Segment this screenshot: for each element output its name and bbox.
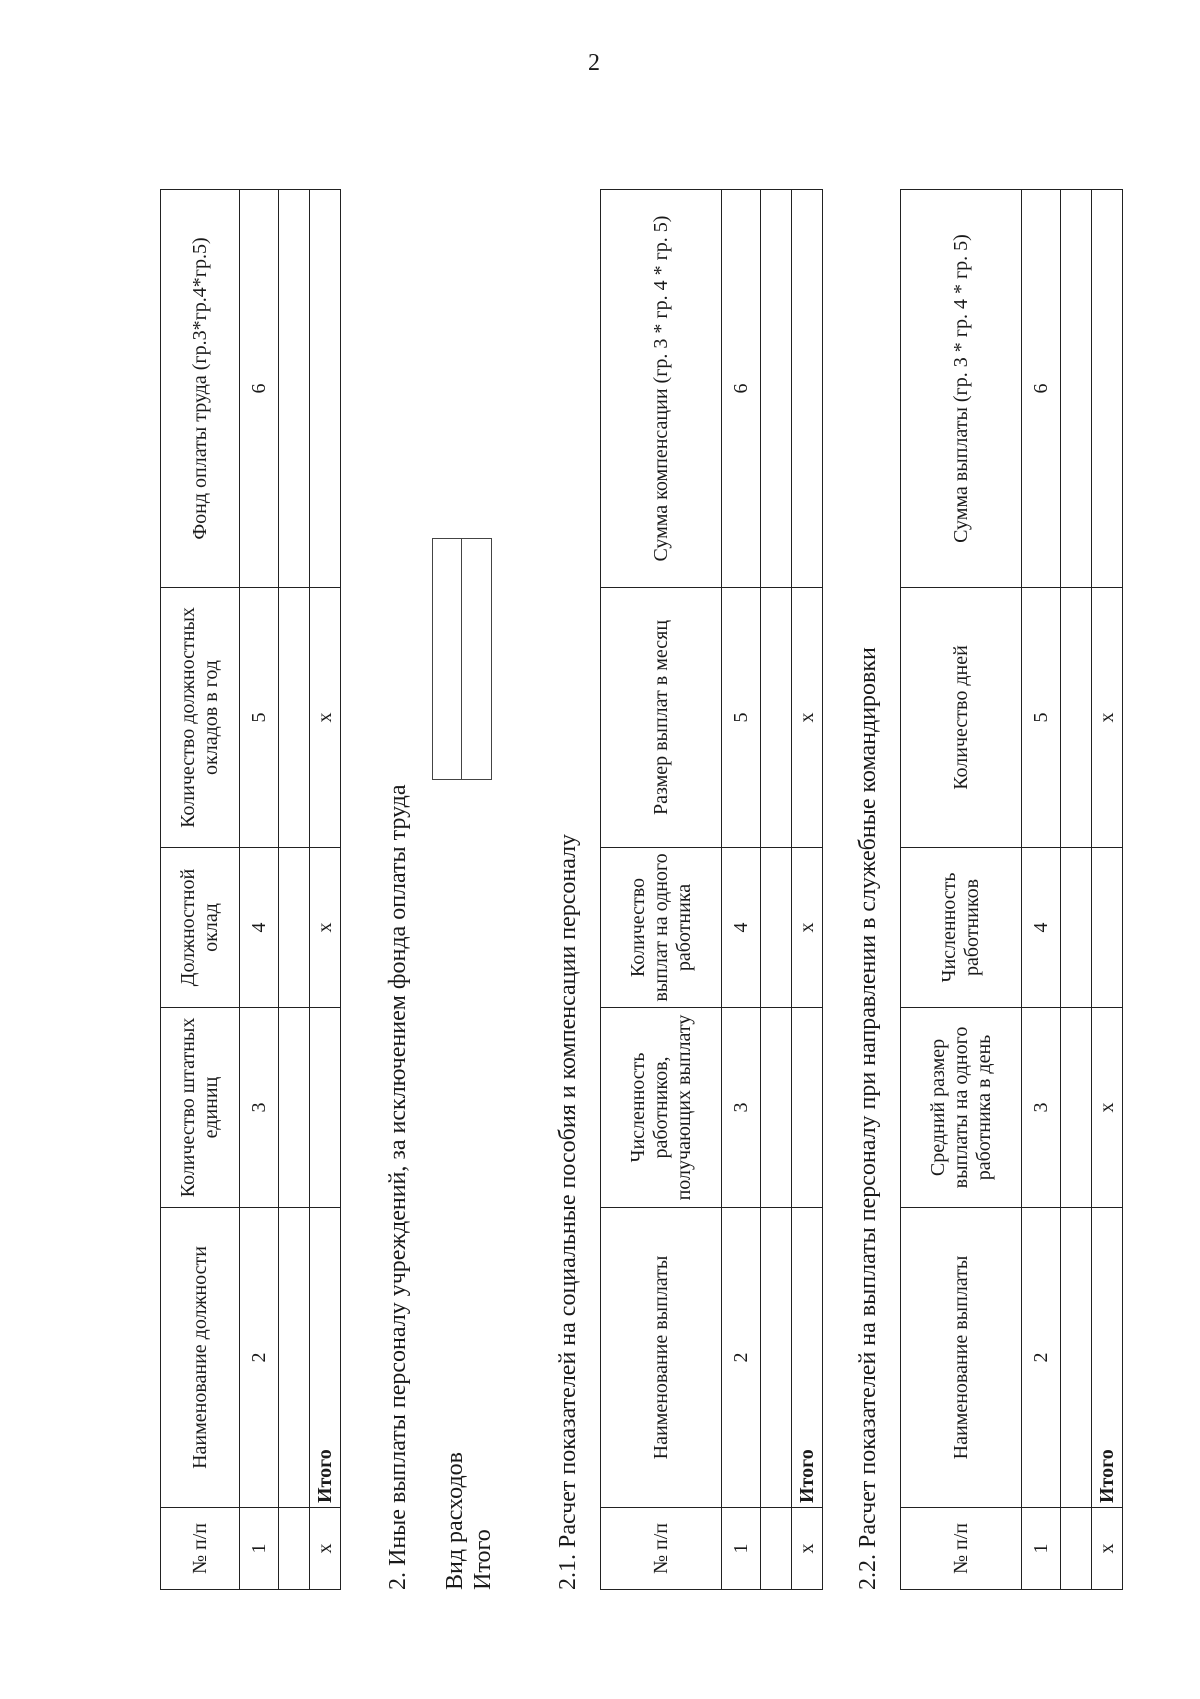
- empty-cell: [279, 1208, 310, 1508]
- empty-cell: [761, 1208, 792, 1508]
- header-cell: № п/п: [161, 1508, 240, 1590]
- header-cell: Количество дней: [901, 588, 1022, 848]
- column-number: 4: [240, 848, 279, 1008]
- column-number: 1: [1022, 1508, 1061, 1590]
- header-cell: Фонд оплаты труда (гр.3*гр.4*гр.5): [161, 190, 240, 588]
- total-cell: [792, 190, 823, 588]
- empty-cell: [761, 1508, 792, 1590]
- header-cell: Количество штатных единиц: [161, 1008, 240, 1208]
- total-label: Итого: [470, 1529, 496, 1590]
- box-divider: [461, 539, 462, 779]
- column-number: 6: [240, 190, 279, 588]
- expense-box: [432, 538, 492, 780]
- column-number: 3: [1022, 1008, 1061, 1208]
- empty-row: [1061, 190, 1092, 1590]
- empty-row: [279, 190, 310, 1590]
- total-label: Итого: [1092, 1208, 1123, 1508]
- column-number-row: [1022, 190, 1061, 1590]
- total-cell: [310, 1008, 341, 1208]
- total-cell: х: [310, 1508, 341, 1590]
- column-number-row: [240, 190, 279, 1590]
- header-cell: № п/п: [601, 1508, 722, 1590]
- total-cell: [310, 190, 341, 588]
- header-cell: Сумма компенсации (гр. 3 * гр. 4 * гр. 5): [601, 190, 722, 588]
- empty-cell: [279, 1508, 310, 1590]
- empty-cell: [1061, 1008, 1092, 1208]
- empty-cell: [279, 588, 310, 848]
- header-cell: Наименование выплаты: [601, 1208, 722, 1508]
- social-benefits-table: [600, 189, 823, 1590]
- total-cell: [1092, 190, 1123, 588]
- column-number: 6: [722, 190, 761, 588]
- column-number: 1: [240, 1508, 279, 1590]
- empty-row: [761, 190, 792, 1590]
- column-number: 2: [722, 1208, 761, 1508]
- total-cell: х: [310, 848, 341, 1008]
- header-cell: Наименование должности: [161, 1208, 240, 1508]
- header-cell: Размер выплат в месяц: [601, 588, 722, 848]
- column-number: 5: [1022, 588, 1061, 848]
- column-number: 2: [240, 1208, 279, 1508]
- column-number: 4: [1022, 848, 1061, 1008]
- header-cell: Средний размер выплаты на одного работника в день: [901, 1008, 1022, 1208]
- empty-cell: [761, 190, 792, 588]
- header-cell: № п/п: [901, 1508, 1022, 1590]
- header-row: [601, 190, 722, 1590]
- total-cell: х: [1092, 1008, 1123, 1208]
- empty-cell: [279, 190, 310, 588]
- total-cell: [792, 1008, 823, 1208]
- empty-cell: [279, 848, 310, 1008]
- total-cell: х: [792, 848, 823, 1008]
- total-cell: [1092, 848, 1123, 1008]
- empty-cell: [761, 848, 792, 1008]
- total-row: [310, 190, 341, 1590]
- column-number: 5: [240, 588, 279, 848]
- column-number: 2: [1022, 1208, 1061, 1508]
- column-number: 4: [722, 848, 761, 1008]
- empty-cell: [761, 588, 792, 848]
- section-2-heading: 2. Иные выплаты персоналу учреждений, за исключением фонда оплаты труда: [385, 784, 411, 1590]
- total-cell: х: [792, 588, 823, 848]
- empty-cell: [1061, 588, 1092, 848]
- expense-type-label: Вид расходов: [442, 1452, 468, 1590]
- header-cell: Сумма выплаты (гр. 3 * гр. 4 * гр. 5): [901, 190, 1022, 588]
- column-number: 5: [722, 588, 761, 848]
- total-cell: х: [1092, 588, 1123, 848]
- column-number-row: [722, 190, 761, 1590]
- header-cell: Наименование выплаты: [901, 1208, 1022, 1508]
- column-number: 6: [1022, 190, 1061, 588]
- total-row: [792, 190, 823, 1590]
- total-label: Итого: [792, 1208, 823, 1508]
- empty-cell: [1061, 1508, 1092, 1590]
- rotated-sheet: [160, 100, 1200, 1620]
- empty-cell: [1061, 848, 1092, 1008]
- header-cell: Численность работников: [901, 848, 1022, 1008]
- business-trip-table: [900, 189, 1123, 1590]
- total-cell: х: [1092, 1508, 1123, 1590]
- total-label: Итого: [310, 1208, 341, 1508]
- column-number: 3: [722, 1008, 761, 1208]
- empty-cell: [1061, 1208, 1092, 1508]
- empty-cell: [1061, 190, 1092, 588]
- header-row: [901, 190, 1022, 1590]
- empty-cell: [279, 1008, 310, 1208]
- column-number: 1: [722, 1508, 761, 1590]
- header-cell: Численность работников, получающих выплату: [601, 1008, 722, 1208]
- header-row: [161, 190, 240, 1590]
- empty-cell: [761, 1008, 792, 1208]
- total-cell: х: [310, 588, 341, 848]
- header-cell: Количество должностных окладов в год: [161, 588, 240, 848]
- page-number: 2: [588, 50, 600, 76]
- section-2-2-heading: 2.2. Расчет показателей на выплаты персоналу при направлении в служебные командировки: [855, 647, 881, 1590]
- total-cell: х: [792, 1508, 823, 1590]
- payroll-table: [160, 189, 341, 1590]
- column-number: 3: [240, 1008, 279, 1208]
- header-cell: Должностной оклад: [161, 848, 240, 1008]
- section-2-1-heading: 2.1. Расчет показателей на социальные пособия и компенсации персоналу: [555, 833, 581, 1590]
- header-cell: Количество выплат на одного работника: [601, 848, 722, 1008]
- total-row: [1092, 190, 1123, 1590]
